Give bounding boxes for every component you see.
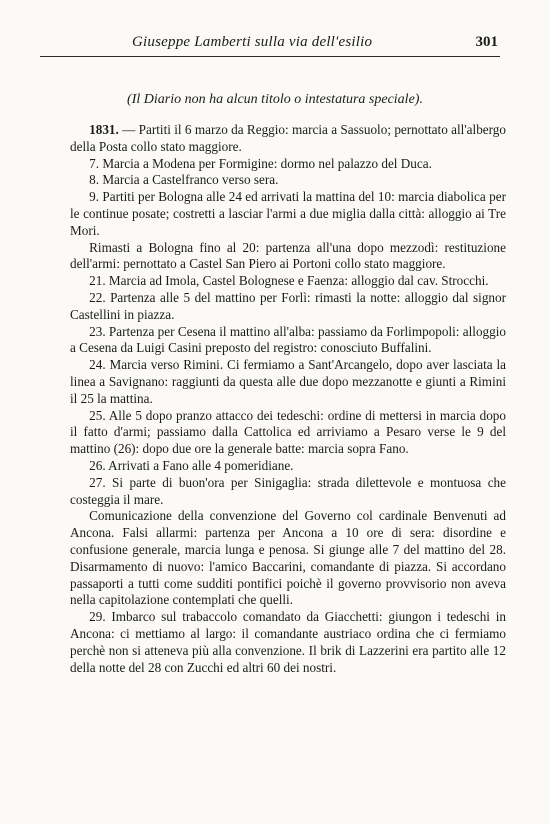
paragraph: 27. Si parte di buon'ora per Sinigaglia: strada dilettevole e montuosa che costeggia il mare. bbox=[70, 474, 506, 507]
paragraph: 21. Marcia ad Imola, Castel Bolognese e Faenza: alloggio dal cav. Strocchi. bbox=[89, 273, 489, 289]
diary-text bbox=[70, 122, 506, 676]
paragraph: 23. Partenza per Cesena il mattino all'alba: passiamo da Forlimpopoli: alloggio a Cesena da Luigi Casini preposto del registro: conosciuto Buffalini. bbox=[70, 323, 506, 356]
paragraph: 8. Marcia a Castelfranco verso sera. bbox=[89, 172, 279, 188]
paragraph bbox=[70, 122, 506, 156]
year-label: 1831. bbox=[89, 122, 119, 137]
paragraph: 22. Partenza alle 5 del mattino per Forlì: rimasti la notte: alloggio dal signor Castellini in piazza. bbox=[70, 289, 506, 322]
paragraph: 26. Arrivati a Fano alle 4 pomeridiane. bbox=[89, 457, 294, 473]
running-title: Giuseppe Lamberti sulla via dell'esilio bbox=[132, 34, 373, 50]
paragraph: 25. Alle 5 dopo pranzo attacco dei tedeschi: ordine di mettersi in marcia dopo il fatto d'armi; passiamo dalla Cattolica ed arriviamo a Pesaro verse le 9 del mattino (26): dopo due ore la generale batte: marcia sopra Fano. bbox=[70, 407, 506, 457]
page-number: 301 bbox=[475, 34, 498, 50]
paragraph: 7. Marcia a Modena per Formigine: dormo nel palazzo del Duca. bbox=[89, 155, 432, 171]
paragraph: 29. Imbarco sul trabaccolo comandato da Giacchetti: giungon i tedeschi in Ancona: ci mettiamo al largo: il comandante austriaco ordina che ci fermiamo perchè non si atteneva più alla convenzione. Il brik di Lazzerini era partito alle 12 della notte del 28 con Zucchi ed altri 60 dei nostri. bbox=[70, 609, 506, 675]
page-header bbox=[40, 32, 500, 57]
paragraph-text: — Partiti il 6 marzo da Reggio: marcia a Sassuolo; pernottato all'albergo della Posta collo stato maggiore. bbox=[70, 122, 506, 154]
paragraph: Comunicazione della convenzione del Governo col cardinale Benvenuti ad Ancona. Falsi allarmi: partenza per Ancona a 10 ore di sera: disordine e confusione generale, marcia lunga e penosa. Si giunge alle 7 del mattino del 28. Disarmamento di nuovo: l'amico Baccarini, comandante di piazza. Si accordano passaporti a tutti come sudditi pontifici poichè il governo provvisorio non aveva nella capitolazione contemplati che quelli. bbox=[70, 508, 506, 608]
editorial-note: (Il Diario non ha alcun titolo o intestatura speciale). bbox=[127, 92, 423, 107]
paragraph: 9. Partiti per Bologna alle 24 ed arrivati la mattina del 10: marcia diabolica per le continue posate; costretti a lasciar l'armi a due miglia dalla città: alloggio ai Tre Mori. bbox=[70, 189, 506, 238]
paragraph: 24. Marcia verso Rimini. Ci fermiamo a Sant'Arcangelo, dopo aver lasciata la linea a Savignano: raggiunti da questa alle due dopo mezzanotte e giunti a Rimini il 25 la mattina. bbox=[70, 357, 506, 406]
paragraph: Rimasti a Bologna fino al 20: partenza all'una dopo mezzodì: restituzione dell'armi: pernottato a Castel San Piero ai Portoni collo stato maggiore. bbox=[70, 239, 506, 272]
